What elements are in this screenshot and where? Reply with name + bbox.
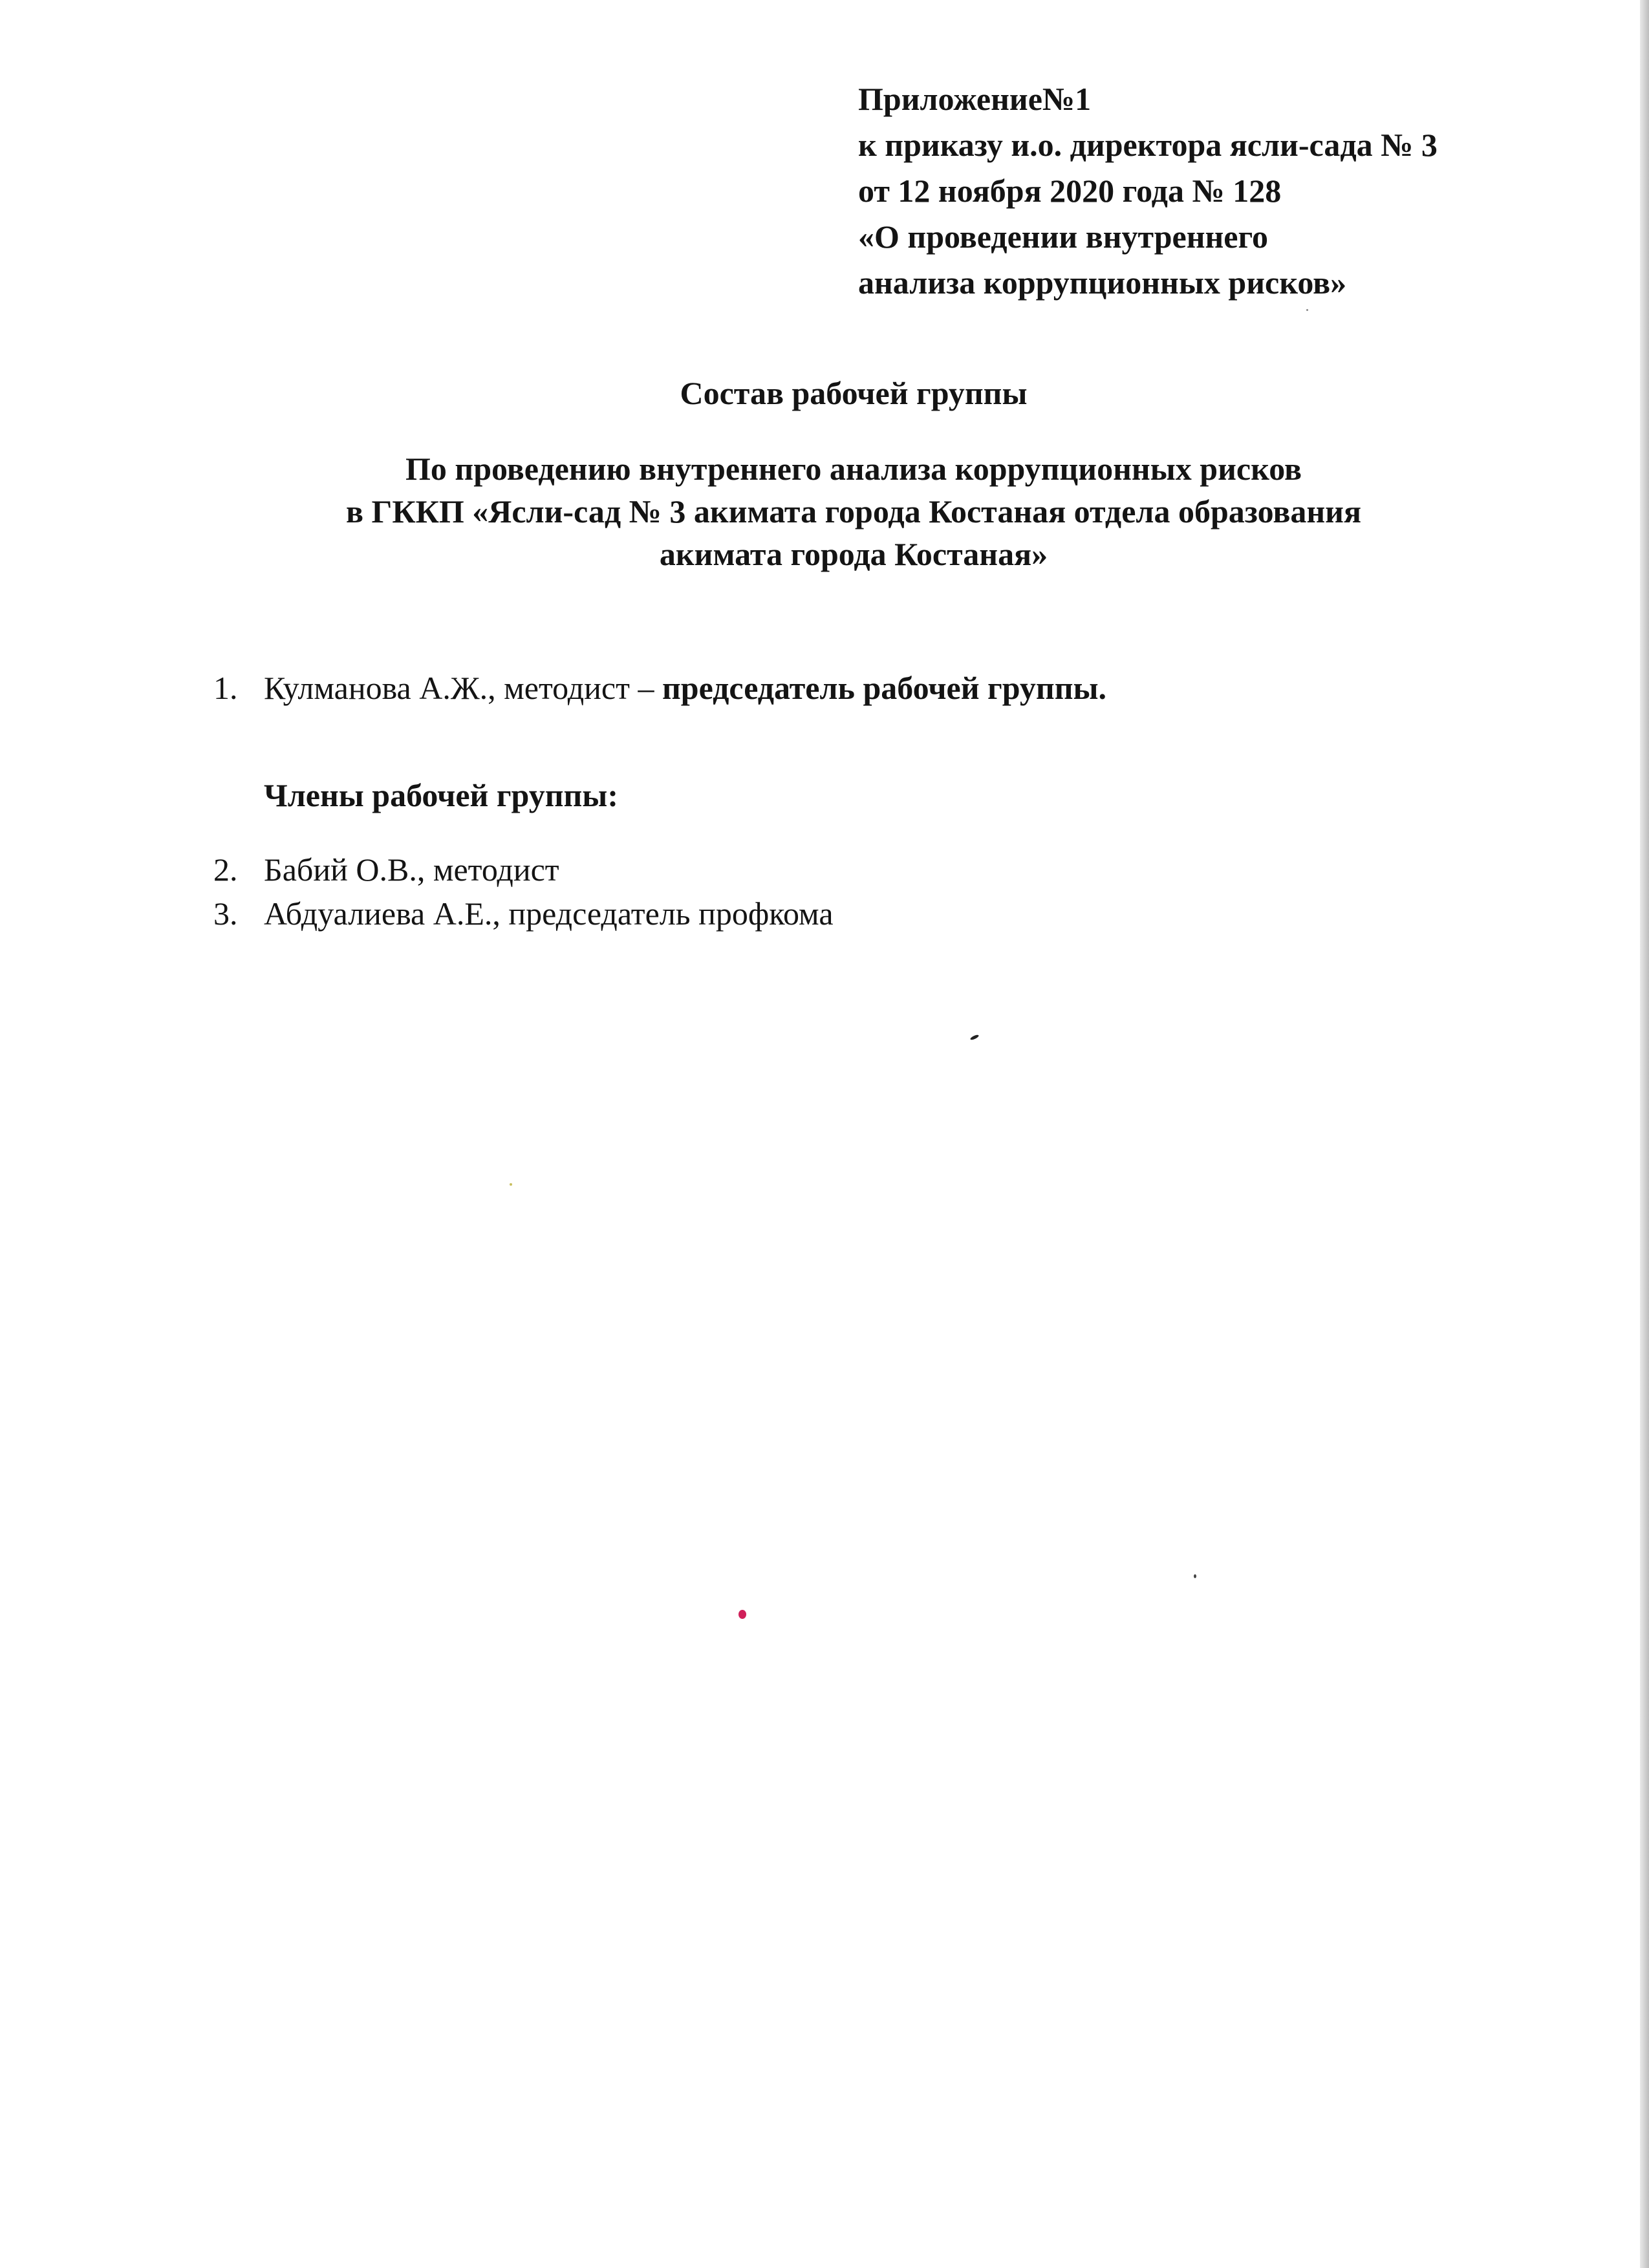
scan-speck <box>738 1610 746 1619</box>
chair-position: председатель рабочей группы. <box>662 670 1107 706</box>
subtitle-line: акимата города Костаная» <box>659 536 1048 572</box>
scan-speck <box>510 1183 512 1186</box>
chair-list-item <box>213 669 1106 707</box>
chair-name-role: Кулманова А.Ж., методист – <box>264 670 662 706</box>
attachment-line: от 12 ноября 2020 года № 128 <box>858 173 1282 209</box>
member-list-item <box>213 894 834 933</box>
document-title: Состав рабочей группы <box>680 375 1028 411</box>
list-number: 1. <box>213 670 238 706</box>
attachment-header <box>858 76 1438 306</box>
scan-speck <box>970 1034 980 1040</box>
member-text: Бабий О.В., методист <box>264 851 559 888</box>
subtitle-line: в ГККП «Ясли-сад № 3 акимата города Костаная отдела образования <box>346 493 1361 530</box>
attachment-line: «О проведении внутреннего <box>858 219 1268 255</box>
subtitle-line: По проведению внутреннего анализа коррупционных рисков <box>405 451 1302 487</box>
attachment-line: к приказу и.о. директора ясли-сада № 3 <box>858 127 1438 163</box>
scanned-page-edge <box>1640 0 1649 2268</box>
scan-speck <box>1194 1574 1196 1578</box>
scan-speck <box>1306 309 1308 311</box>
members-heading: Члены рабочей группы: <box>264 777 618 813</box>
member-list-item <box>213 850 559 889</box>
document-subtitle <box>0 447 1649 575</box>
list-number: 3. <box>213 895 238 932</box>
attachment-line: анализа коррупционных рисков» <box>858 264 1347 301</box>
list-number: 2. <box>213 851 238 888</box>
attachment-line: Приложение№1 <box>858 81 1092 117</box>
member-text: Абдуалиева А.Е., председатель профкома <box>264 895 834 932</box>
